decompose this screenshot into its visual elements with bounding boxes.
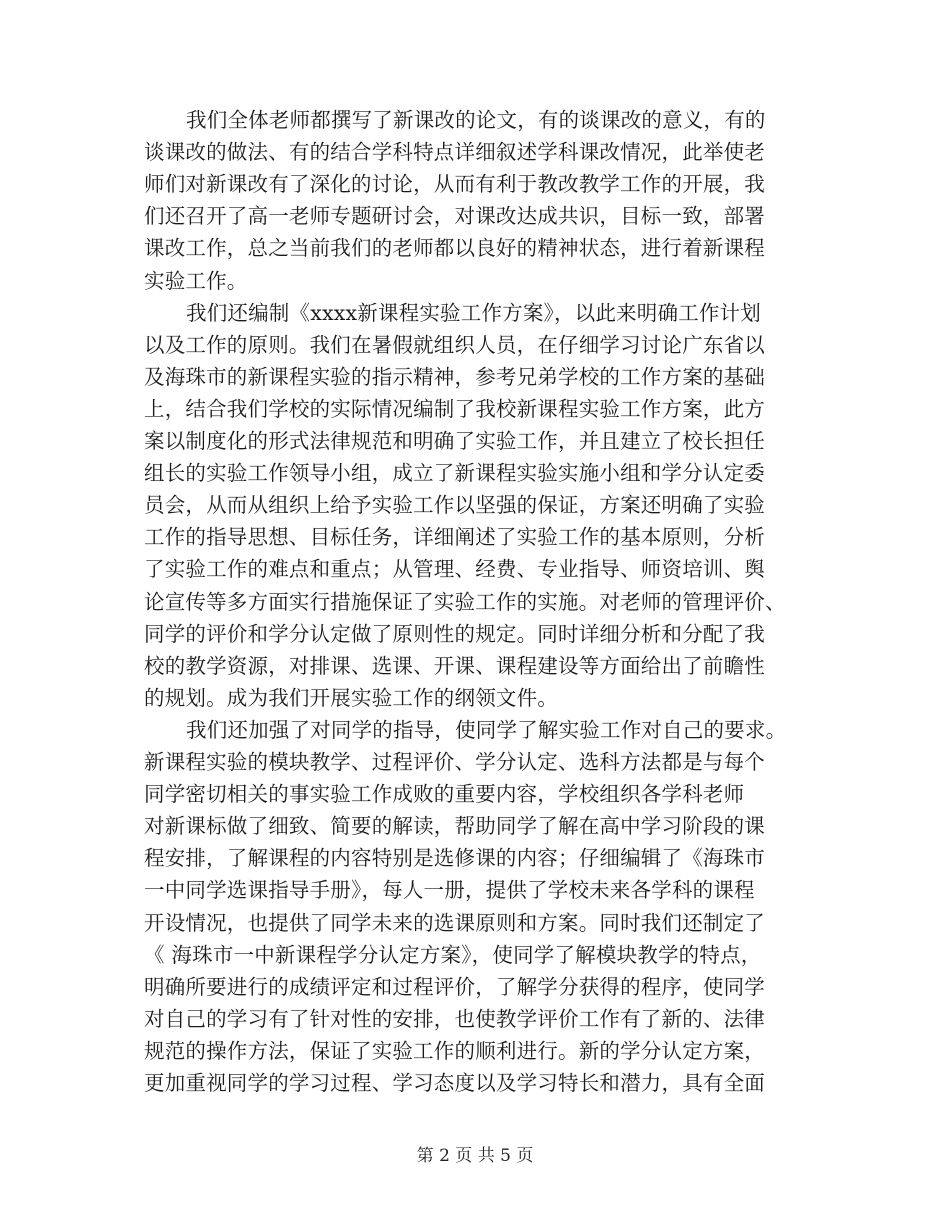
paragraph-line: 对新课标做了细致、简要的解读，帮助同学了解在高中学习阶段的课 <box>144 814 765 839</box>
page-footer: 第 2 页 共 5 页 <box>416 1146 534 1166</box>
paragraph-line: 论宣传等多方面实行措施保证了实验工作的实施。对老师的管理评价、 <box>144 589 786 614</box>
paragraph-line: 们还召开了高一老师专题研讨会，对课改达成共识，目标一致，部署 <box>144 204 765 229</box>
paragraph-line: 组长的实验工作领导小组，成立了新课程实验实施小组和学分认定委 <box>144 461 765 486</box>
paragraph-line: 实验工作。 <box>144 268 248 293</box>
paragraph-line: 一中同学选课指导手册》，每人一册，提供了学校未来各学科的课程 <box>144 878 755 903</box>
paragraph-line: 案以制度化的形式法律规范和明确了实验工作，并且建立了校长担任 <box>144 429 765 453</box>
paragraph-line: 上，结合我们学校的实际情况编制了我校新课程实验工作方案，此方 <box>144 396 765 421</box>
paragraph-line: 的规划。成为我们开展实验工作的纲领文件。 <box>144 685 558 710</box>
paragraph-line: 开设情况，也提供了同学未来的选课原则和方案。同时我们还制定了 <box>144 910 765 935</box>
paragraph-line: 校的教学资源，对排课、选课、开课、课程建设等方面给出了前瞻性 <box>144 653 765 678</box>
paragraph-line: 了实验工作的难点和重点；从管理、经费、专业指导、师资培训、舆 <box>144 557 765 582</box>
paragraph-line: 明确所要进行的成绩评定和过程评价，了解学分获得的程序，使同学 <box>144 974 765 999</box>
paragraph-line: 员会，从而从组织上给予实验工作以坚强的保证，方案还明确了实验 <box>144 493 765 518</box>
paragraph-line: 新课程实验的模块教学、过程评价、学分认定、选科方法都是与每个 <box>144 750 765 774</box>
paragraph-line: 同学的评价和学分认定做了原则性的规定。同时详细分析和分配了我 <box>144 621 765 646</box>
paragraph-line: 谈课改的做法、有的结合学科特点详细叙述学科课改情况，此举使老 <box>144 140 765 165</box>
paragraph-line: 同学密切相关的事实验工作成败的重要内容，学校组织各学科老师 <box>144 782 745 807</box>
paragraph-first-line: 我们全体老师都撰写了新课改的论文，有的谈课改的意义，有的 <box>186 108 766 132</box>
paragraph-line: 工作的指导思想、目标任务，详细阐述了实验工作的基本原则，分析 <box>144 525 765 550</box>
paragraph-first-line: 我们还加强了对同学的指导，使同学了解实验工作对自己的要求。 <box>186 717 787 742</box>
paragraph-line: 以及工作的原则。我们在暑假就组织人员，在仔细学习讨论广东省以 <box>144 332 765 357</box>
paragraph-line: 规范的操作方法，保证了实验工作的顺利进行。新的学分认定方案， <box>144 1038 765 1063</box>
paragraph-line: 师们对新课改有了深化的讨论，从而有利于教改教学工作的开展，我 <box>144 172 765 197</box>
paragraph-line: 程安排，了解课程的内容特别是选修课的内容；仔细编辑了《海珠市 <box>144 846 765 871</box>
paragraph-line: 更加重视同学的学习过程、学习态度以及学习特长和潜力，具有全面 <box>144 1071 765 1095</box>
paragraph-line: 课改工作，总之当前我们的老师都以良好的精神状态，进行着新课程 <box>144 236 765 261</box>
paragraph-line: 对自己的学习有了针对性的安排，也使教学评价工作有了新的、法律 <box>144 1006 765 1031</box>
paragraph-line: 及海珠市的新课程实验的指示精神，参考兄弟学校的工作方案的基础 <box>144 364 765 389</box>
paragraph-first-line: 我们还编制《xxxx新课程实验工作方案》，以此来明确工作计划 <box>186 300 761 325</box>
paragraph-line: 《 海珠市一中新课程学分认定方案》，使同学了解模块教学的特点， <box>144 942 762 967</box>
